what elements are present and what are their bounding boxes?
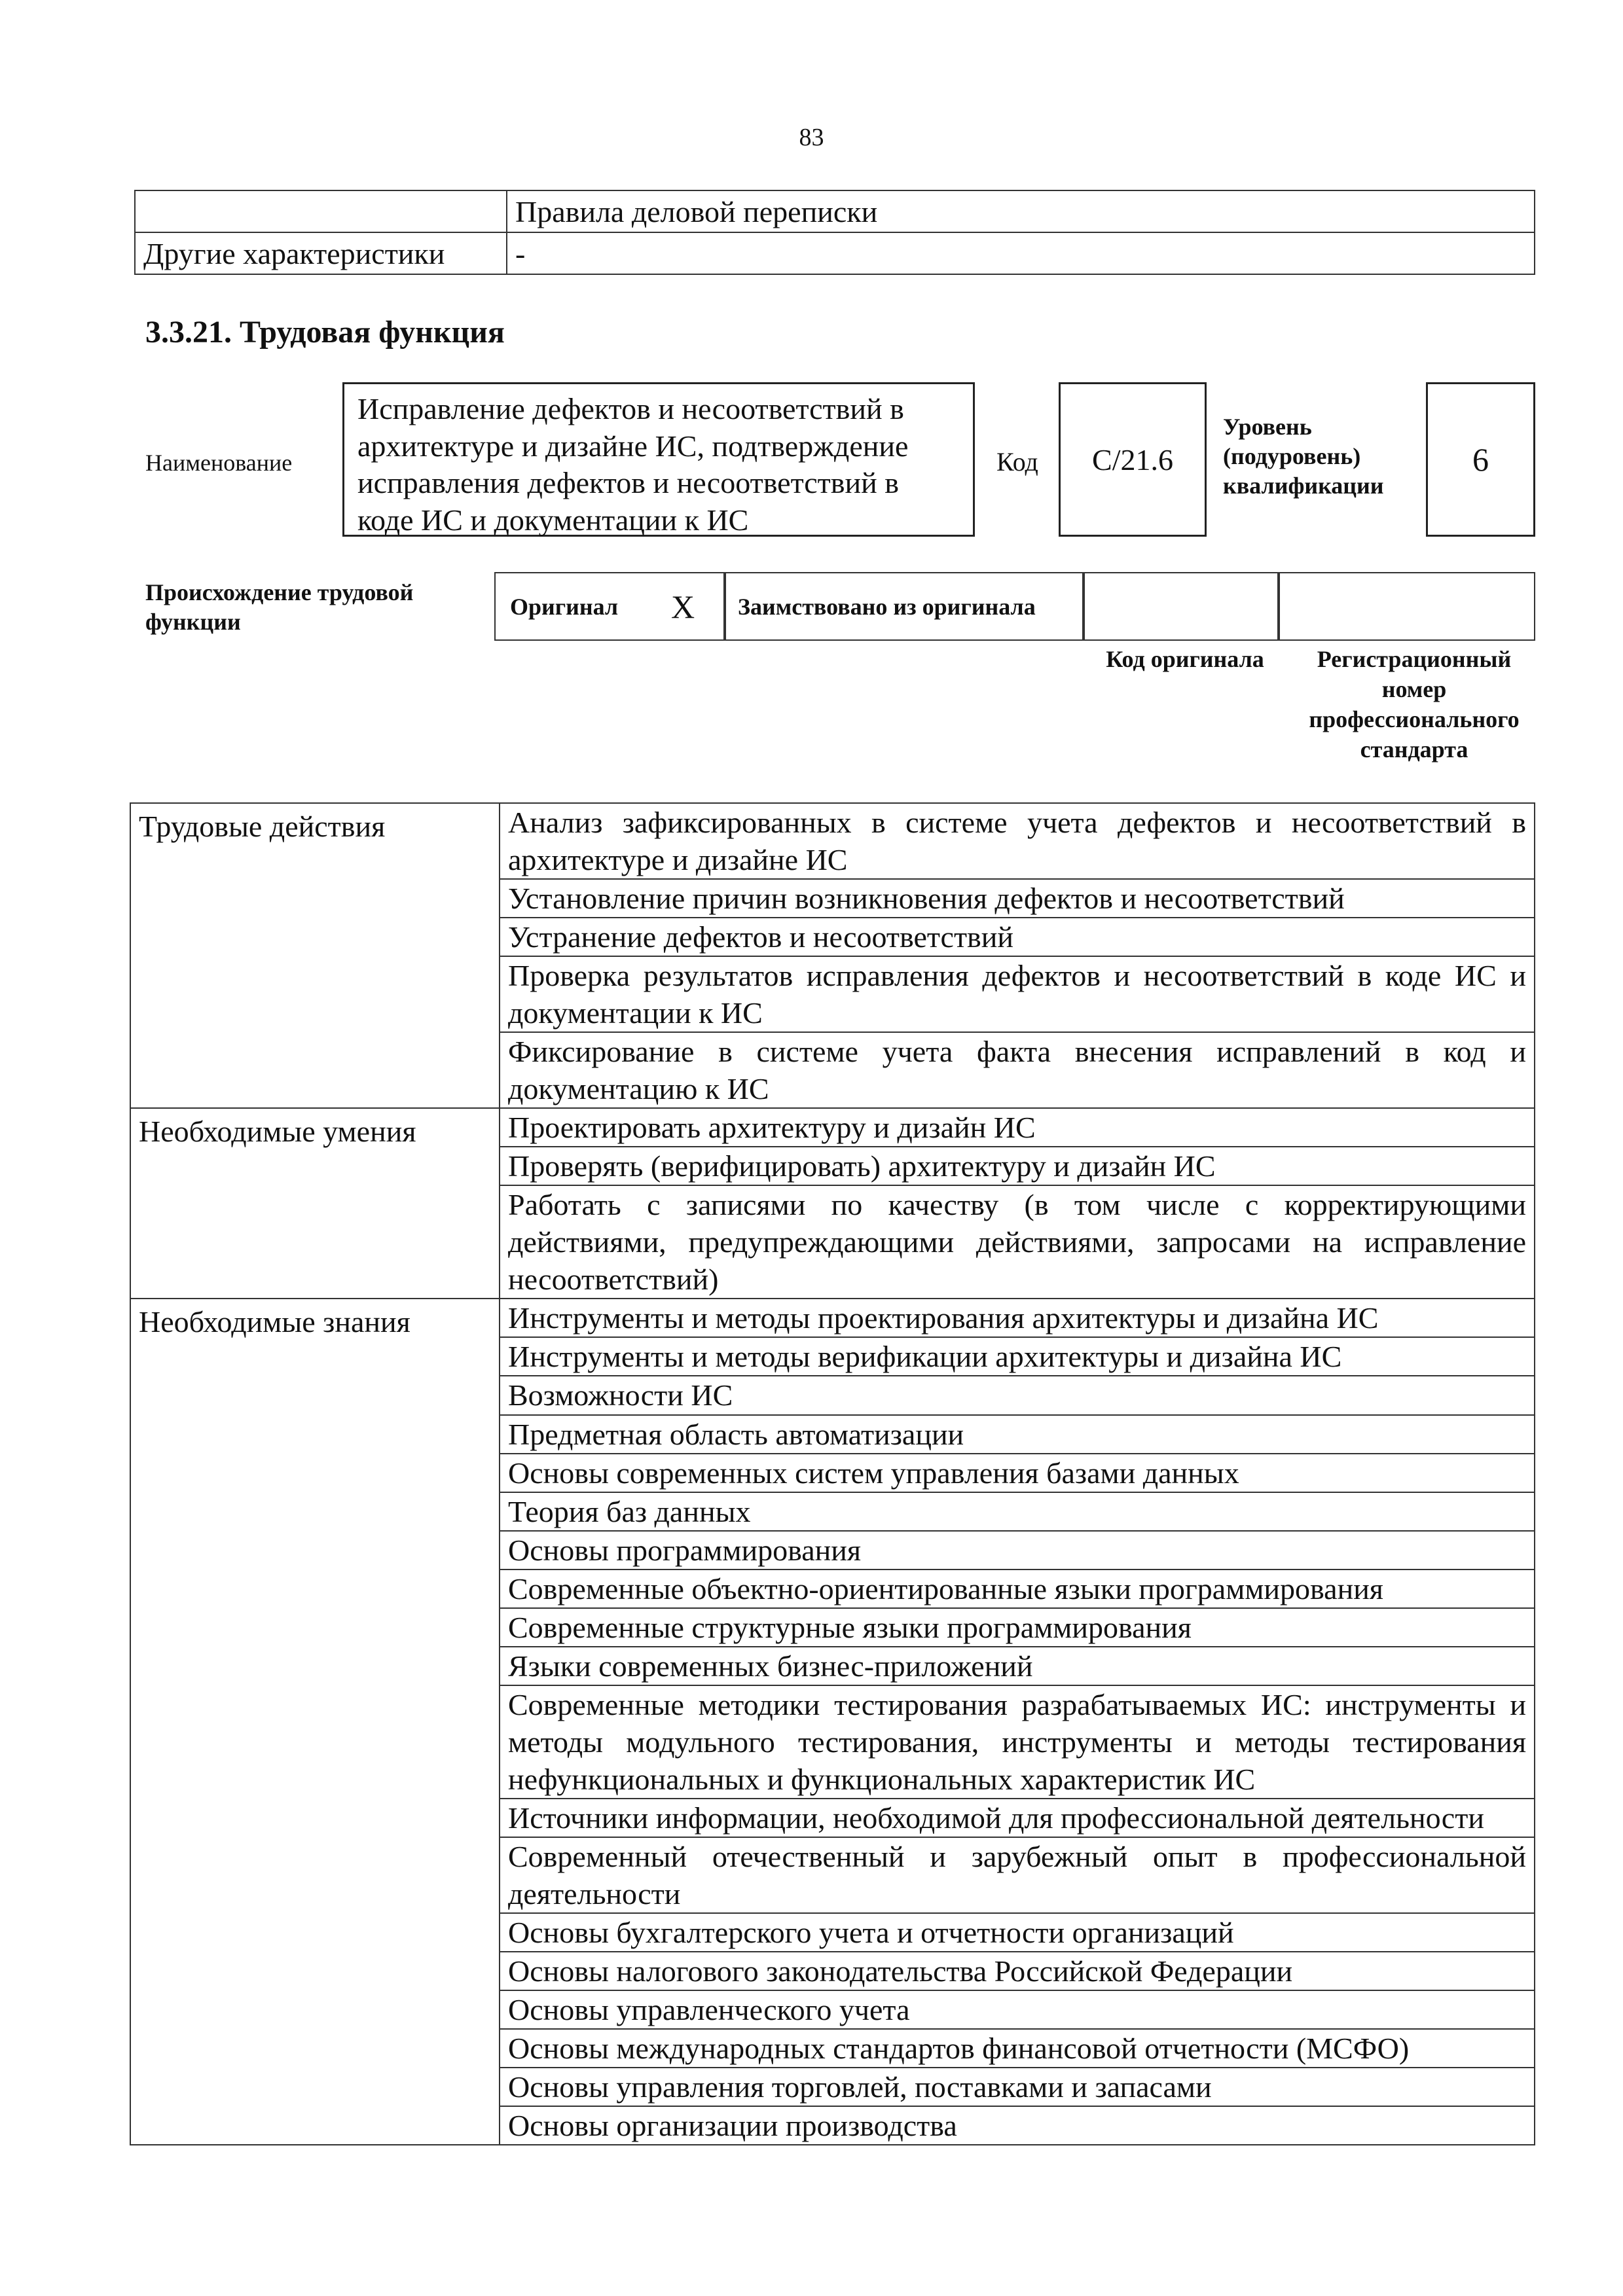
list-item: Работать с записями по качеству (в том числе с корректирующими действиями, предупреждающими действиями, запросами на исправление несоответствий)	[500, 1185, 1535, 1299]
list-item: Основы управленческого учета	[500, 1990, 1535, 2029]
list-item: Основы программирования	[500, 1531, 1535, 1570]
list-item: Предметная область автоматизации	[500, 1415, 1535, 1454]
table-row	[130, 1299, 1535, 1337]
list-item: Проверять (верифицировать) архитектуру и дизайн ИС	[500, 1147, 1535, 1185]
table-row	[135, 232, 1535, 274]
level-label	[1223, 412, 1419, 501]
level-label-line: квалификации	[1223, 473, 1384, 499]
list-item: Проектировать архитектуру и дизайн ИС	[500, 1108, 1535, 1147]
list-item: Основы современных систем управления базами данных	[500, 1454, 1535, 1492]
origin-original-cell	[494, 572, 725, 641]
code-label: Код	[996, 447, 1038, 476]
list-item: Теория баз данных	[500, 1492, 1535, 1531]
list-item: Возможности ИС	[500, 1376, 1535, 1414]
page-number: 83	[799, 124, 824, 151]
reg-number-caption: Регистрационный номер профессионального стандарта	[1309, 646, 1520, 763]
section-category: Трудовые действия	[130, 803, 500, 1108]
list-item: Инструменты и методы проектирования архитектуры и дизайна ИС	[500, 1299, 1535, 1337]
list-item: Фиксирование в системе учета факта внесения исправлений в код и документацию к ИС	[500, 1032, 1535, 1108]
row-value: Правила деловой переписки	[507, 190, 1535, 232]
name-label: Наименование	[145, 450, 293, 476]
list-item: Источники информации, необходимой для профессиональной деятельности	[500, 1799, 1535, 1837]
origin-label: Происхождение трудовой функции	[145, 579, 414, 635]
continuation-table	[134, 190, 1535, 275]
level-box: 6	[1426, 382, 1535, 537]
list-item: Современные объектно-ориентированные языки программирования	[500, 1570, 1535, 1608]
list-item: Анализ зафиксированных в системе учета дефектов и несоответствий в архитектуре и дизайне ИС	[500, 803, 1535, 879]
origin-original-label: Оригинал	[510, 593, 619, 620]
code-original-caption: Код оригинала	[1106, 646, 1264, 672]
origin-code-cell	[1084, 572, 1279, 641]
section-category: Необходимые знания	[130, 1299, 500, 2145]
list-item: Проверка результатов исправления дефектов и несоответствий в коде ИС и документации к ИС	[500, 956, 1535, 1032]
list-item: Основы международных стандартов финансовой отчетности (МСФО)	[500, 2029, 1535, 2068]
list-item: Современные методики тестирования разрабатываемых ИС: инструменты и методы модульного тестирования, инструменты и методы тестирования нефункциональных и функциональных характеристик ИС	[500, 1685, 1535, 1799]
list-item: Основы налогового законодательства Российской Федерации	[500, 1952, 1535, 1990]
section-category: Необходимые умения	[130, 1108, 500, 1299]
origin-reg-cell	[1279, 572, 1535, 641]
origin-row	[494, 572, 1535, 641]
list-item: Устранение дефектов и несоответствий	[500, 918, 1535, 956]
origin-borrowed-cell: Заимствовано из оригинала	[725, 572, 1084, 641]
list-item: Основы управления торговлей, поставками и запасами	[500, 2068, 1535, 2106]
list-item: Современные структурные языки программирования	[500, 1608, 1535, 1647]
row-label: Другие характеристики	[135, 232, 507, 274]
list-item: Основы организации производства	[500, 2106, 1535, 2145]
list-item: Языки современных бизнес-приложений	[500, 1647, 1535, 1685]
list-item: Установление причин возникновения дефектов и несоответствий	[500, 879, 1535, 918]
list-item: Современный отечественный и зарубежный опыт в профессиональной деятельности	[500, 1837, 1535, 1913]
row-value: -	[507, 232, 1535, 274]
code-box: C/21.6	[1059, 382, 1207, 537]
row-label	[135, 190, 507, 232]
list-item: Основы бухгалтерского учета и отчетности организаций	[500, 1913, 1535, 1952]
origin-mark: X	[671, 588, 695, 625]
table-row	[130, 1108, 1535, 1147]
table-row	[130, 803, 1535, 879]
table-row	[135, 190, 1535, 232]
level-label-line: Уровень	[1223, 414, 1312, 440]
function-details-table	[130, 802, 1535, 2145]
level-label-line: (подуровень)	[1223, 443, 1361, 469]
section-title: 3.3.21. Трудовая функция	[145, 315, 505, 350]
list-item: Инструменты и методы верификации архитектуры и дизайна ИС	[500, 1337, 1535, 1376]
function-name-box: Исправление дефектов и несоответствий в архитектуре и дизайне ИС, подтверждение исправления дефектов и несоответствий в коде ИС и документации к ИС	[342, 382, 975, 537]
